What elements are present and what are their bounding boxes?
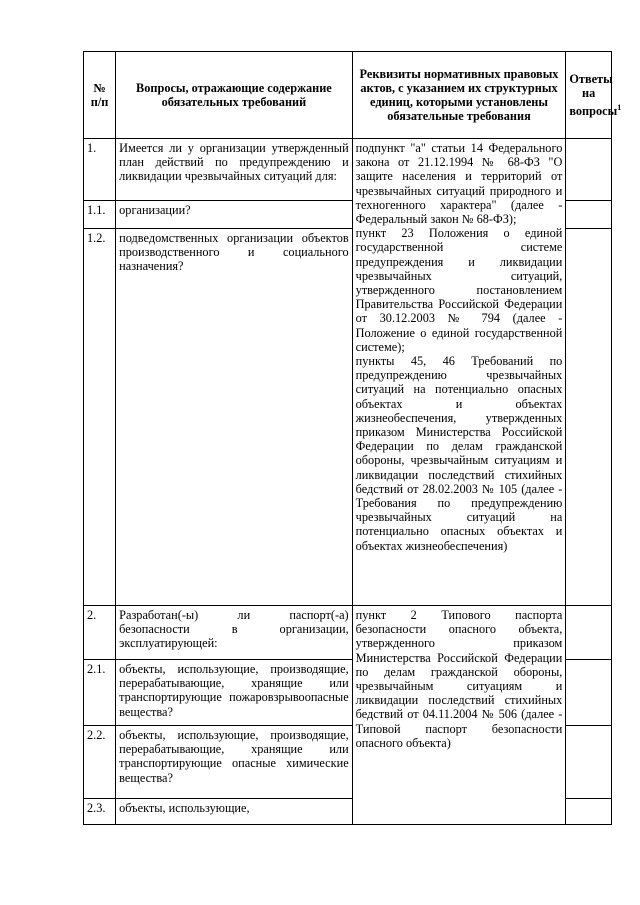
row-question: объекты, использующие, [116,799,353,825]
table-header-row [84,52,612,139]
table-row [84,139,612,201]
answer-cell[interactable] [566,201,612,229]
row-num: 2.1. [84,660,116,726]
row-question: Имеется ли у организации утвержденный план действий по предупреждению и ликвидации чрезвычайных ситуаций для: [116,139,353,201]
table-row [84,606,612,660]
row-num: 2.3. [84,799,116,825]
answer-cell[interactable] [566,799,612,825]
answer-cell[interactable] [566,660,612,726]
row-question: Разработан(-ы) ли паспорт(-а) безопасности в организации, эксплуатирующей: [116,606,353,660]
requirements-table [83,51,622,825]
header-num: № п/п [84,52,116,139]
requisites-cell: пункт 2 Типового паспорта безопасности опасного объекта, утвержденного приказом Министерства Российской Федерации по делам гражданской обороны, чрезвычайным ситуациям и ликвидации последствий стихийных бедствий от 04.11.2004 № 506 (далее - Типовой паспорт безопасности опасного объекта) [352,606,566,825]
row-question: объекты, использующие, производящие, перерабатывающие, хранящие или транспортирующие опасные химические вещества? [116,726,353,799]
answer-cell[interactable] [566,229,612,606]
row-num: 1.1. [84,201,116,229]
header-requisites: Реквизиты нормативных правовых актов, с указанием их структурных единиц, которыми установлены обязательные требования [352,52,566,139]
header-answers [566,52,622,139]
row-num: 2.2. [84,726,116,799]
answer-cell[interactable] [566,139,612,201]
footnote-marker: 1 [617,102,622,112]
answer-cell[interactable] [566,606,612,660]
answer-cell[interactable] [566,726,612,799]
row-num: 1. [84,139,116,201]
header-questions: Вопросы, отражающие содержание обязательных требований [116,52,353,139]
row-question: объекты, использующие, производящие, перерабатывающие, хранящие или транспортирующие пожаровзрывоопасные вещества? [116,660,353,726]
row-num: 2. [84,606,116,660]
row-question: подведомственных организации объектов производственного и социального назначения? [116,229,353,606]
header-answers-label: Ответы на вопросы [569,72,618,118]
row-num: 1.2. [84,229,116,606]
requisites-cell: подпункт "а" статьи 14 Федерального закона от 21.12.1994 № 68-ФЗ "О защите населения и территорий от чрезвычайных ситуаций природного и техногенного характера" (далее - Федеральный закон № 68-ФЗ); пункт 23 Положения о единой государственной системе предупреждения и ликвидации чрезвычайных ситуаций, утвержденного постановлением Правительства Российской Федерации от 30.12.2003 № 794 (далее - Положение о единой государственной системе); пункты 45, 46 Требований по предупреждению чрезвычайных ситуаций на потенциально опасных объектах и объектах жизнеобеспечения, утвержденных приказом Министерства Российской Федерации по делам гражданской обороны, чрезвычайным ситуациям и ликвидации последствий стихийных бедствий от 28.02.2003 № 105 (далее - Требования по предупреждению чрезвычайных ситуаций на потенциально опасных объектах и объектах жизнеобеспечения) [352,139,566,606]
row-question: организации? [116,201,353,229]
